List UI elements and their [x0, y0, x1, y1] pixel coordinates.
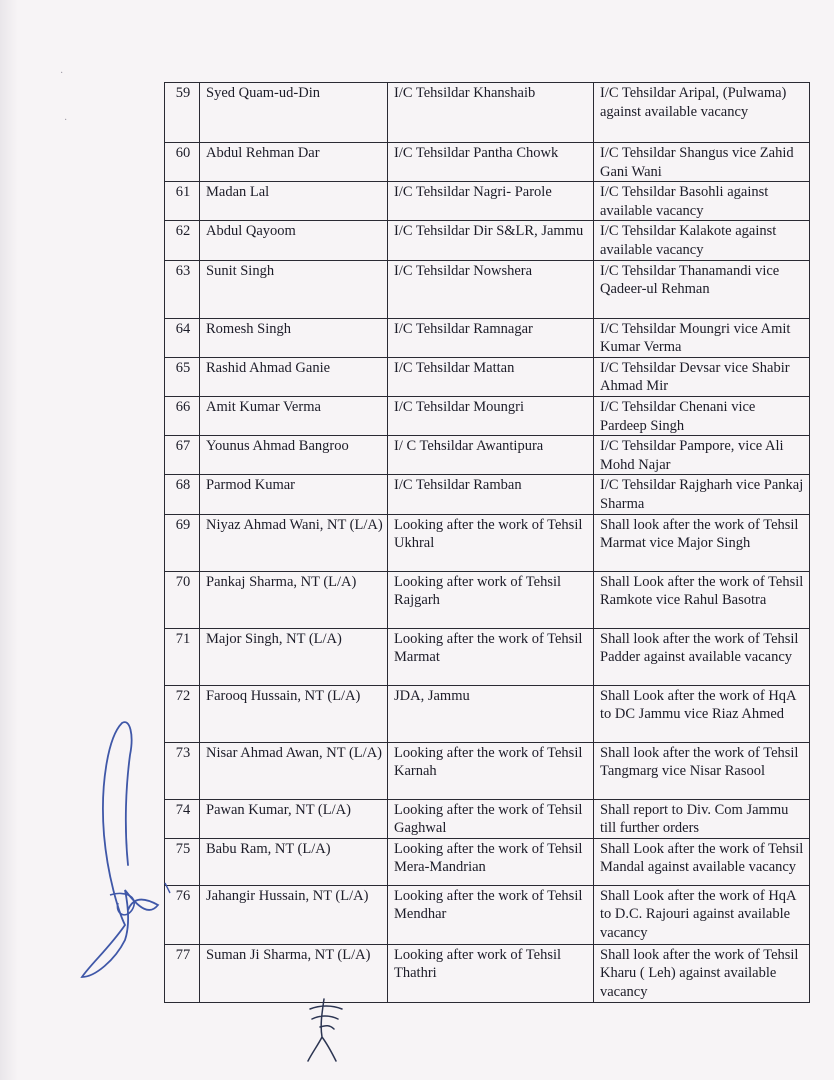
present-posting-cell: JDA, Jammu	[388, 685, 594, 742]
present-posting-cell: I/ C Tehsildar Awantipura	[388, 436, 594, 475]
new-posting-cell: I/C Tehsildar Shangus vice Zahid Gani Wani	[594, 143, 810, 182]
table-row	[165, 742, 810, 799]
table-row	[165, 182, 810, 221]
serial-number-cell: 65	[165, 357, 200, 396]
officer-name-cell: Amit Kumar Verma	[200, 396, 388, 435]
new-posting-cell: I/C Tehsildar Thanamandi vice Qadeer-ul Rehman	[594, 260, 810, 318]
table-row	[165, 944, 810, 1002]
new-posting-cell: Shall look after the work of Tehsil Padder against available vacancy	[594, 628, 810, 685]
table-row	[165, 838, 810, 885]
present-posting-cell: I/C Tehsildar Ramnagar	[388, 318, 594, 357]
table-row	[165, 571, 810, 628]
table-row	[165, 260, 810, 318]
present-posting-cell: I/C Tehsildar Nagri- Parole	[388, 182, 594, 221]
present-posting-cell: Looking after work of Tehsil Thathri	[388, 944, 594, 1002]
officer-name-cell: Madan Lal	[200, 182, 388, 221]
officer-name-cell: Abdul Rehman Dar	[200, 143, 388, 182]
table-row	[165, 83, 810, 143]
present-posting-cell: I/C Tehsildar Khanshaib	[388, 83, 594, 143]
officer-name-cell: Jahangir Hussain, NT (L/A)	[200, 885, 388, 944]
officer-name-cell: Niyaz Ahmad Wani, NT (L/A)	[200, 514, 388, 571]
serial-number-cell: 60	[165, 143, 200, 182]
new-posting-cell: Shall report to Div. Com Jammu till further orders	[594, 799, 810, 838]
new-posting-cell: I/C Tehsildar Chenani vice Pardeep Singh	[594, 396, 810, 435]
new-posting-cell: Shall look after the work of Tehsil Marmat vice Major Singh	[594, 514, 810, 571]
serial-number-cell: 62	[165, 221, 200, 260]
table-row	[165, 221, 810, 260]
present-posting-cell: I/C Tehsildar Mattan	[388, 357, 594, 396]
serial-number-cell: 67	[165, 436, 200, 475]
officer-name-cell: Syed Quam-ud-Din	[200, 83, 388, 143]
officer-name-cell: Nisar Ahmad Awan, NT (L/A)	[200, 742, 388, 799]
scan-speck: ·	[60, 68, 64, 79]
present-posting-cell: I/C Tehsildar Pantha Chowk	[388, 143, 594, 182]
present-posting-cell: Looking after the work of Tehsil Gaghwal	[388, 799, 594, 838]
officer-name-cell: Pawan Kumar, NT (L/A)	[200, 799, 388, 838]
present-posting-cell: Looking after the work of Tehsil Mera-Mandrian	[388, 838, 594, 885]
present-posting-cell: Looking after the work of Tehsil Karnah	[388, 742, 594, 799]
present-posting-cell: I/C Tehsildar Nowshera	[388, 260, 594, 318]
new-posting-cell: I/C Tehsildar Rajgharh vice Pankaj Sharma	[594, 475, 810, 514]
table-row	[165, 436, 810, 475]
present-posting-cell: I/C Tehsildar Dir S&LR, Jammu	[388, 221, 594, 260]
present-posting-cell: Looking after work of Tehsil Rajgarh	[388, 571, 594, 628]
officer-name-cell: Abdul Qayoom	[200, 221, 388, 260]
serial-number-cell: 63	[165, 260, 200, 318]
table-row	[165, 685, 810, 742]
serial-number-cell: 72	[165, 685, 200, 742]
officer-name-cell: Farooq Hussain, NT (L/A)	[200, 685, 388, 742]
new-posting-cell: I/C Tehsildar Basohli against available vacancy	[594, 182, 810, 221]
serial-number-cell: 59	[165, 83, 200, 143]
officer-name-cell: Babu Ram, NT (L/A)	[200, 838, 388, 885]
serial-number-cell: 61	[165, 182, 200, 221]
present-posting-cell: Looking after the work of Tehsil Ukhral	[388, 514, 594, 571]
new-posting-cell: I/C Tehsildar Pampore, vice Ali Mohd Najar	[594, 436, 810, 475]
present-posting-cell: Looking after the work of Tehsil Marmat	[388, 628, 594, 685]
transfer-orders-table	[164, 82, 810, 1003]
serial-number-cell: 73	[165, 742, 200, 799]
officer-name-cell: Younus Ahmad Bangroo	[200, 436, 388, 475]
serial-number-cell: 77	[165, 944, 200, 1002]
officer-name-cell: Major Singh, NT (L/A)	[200, 628, 388, 685]
initials-mark	[300, 995, 350, 1065]
table-row	[165, 628, 810, 685]
table-row	[165, 475, 810, 514]
present-posting-cell: I/C Tehsildar Ramban	[388, 475, 594, 514]
new-posting-cell: I/C Tehsildar Moungri vice Amit Kumar Verma	[594, 318, 810, 357]
serial-number-cell: 69	[165, 514, 200, 571]
new-posting-cell: Shall Look after the work of Tehsil Ramkote vice Rahul Basotra	[594, 571, 810, 628]
table-row	[165, 514, 810, 571]
new-posting-cell: I/C Tehsildar Kalakote against available vacancy	[594, 221, 810, 260]
new-posting-cell: Shall Look after the work of HqA to D.C. Rajouri against available vacancy	[594, 885, 810, 944]
present-posting-cell: Looking after the work of Tehsil Mendhar	[388, 885, 594, 944]
serial-number-cell: 64	[165, 318, 200, 357]
officer-name-cell: Rashid Ahmad Ganie	[200, 357, 388, 396]
officer-name-cell: Romesh Singh	[200, 318, 388, 357]
serial-number-cell: 66	[165, 396, 200, 435]
new-posting-cell: Shall Look after the work of Tehsil Mandal against available vacancy	[594, 838, 810, 885]
serial-number-cell: 76	[165, 885, 200, 944]
table-row	[165, 885, 810, 944]
table-row	[165, 318, 810, 357]
serial-number-cell: 71	[165, 628, 200, 685]
new-posting-cell: Shall look after the work of Tehsil Kharu ( Leh) against available vacancy	[594, 944, 810, 1002]
new-posting-cell: I/C Tehsildar Aripal, (Pulwama) against available vacancy	[594, 83, 810, 143]
table-row	[165, 143, 810, 182]
serial-number-cell: 70	[165, 571, 200, 628]
table-row	[165, 396, 810, 435]
officer-name-cell: Sunit Singh	[200, 260, 388, 318]
scan-speck: ·	[64, 115, 68, 126]
table-row	[165, 799, 810, 838]
new-posting-cell: Shall look after the work of Tehsil Tangmarg vice Nisar Rasool	[594, 742, 810, 799]
serial-number-cell: 68	[165, 475, 200, 514]
table-row	[165, 357, 810, 396]
officer-name-cell: Parmod Kumar	[200, 475, 388, 514]
present-posting-cell: I/C Tehsildar Moungri	[388, 396, 594, 435]
serial-number-cell: 75	[165, 838, 200, 885]
new-posting-cell: I/C Tehsildar Devsar vice Shabir Ahmad Mir	[594, 357, 810, 396]
officer-name-cell: Pankaj Sharma, NT (L/A)	[200, 571, 388, 628]
new-posting-cell: Shall Look after the work of HqA to DC Jammu vice Riaz Ahmed	[594, 685, 810, 742]
serial-number-cell: 74	[165, 799, 200, 838]
officer-name-cell: Suman Ji Sharma, NT (L/A)	[200, 944, 388, 1002]
